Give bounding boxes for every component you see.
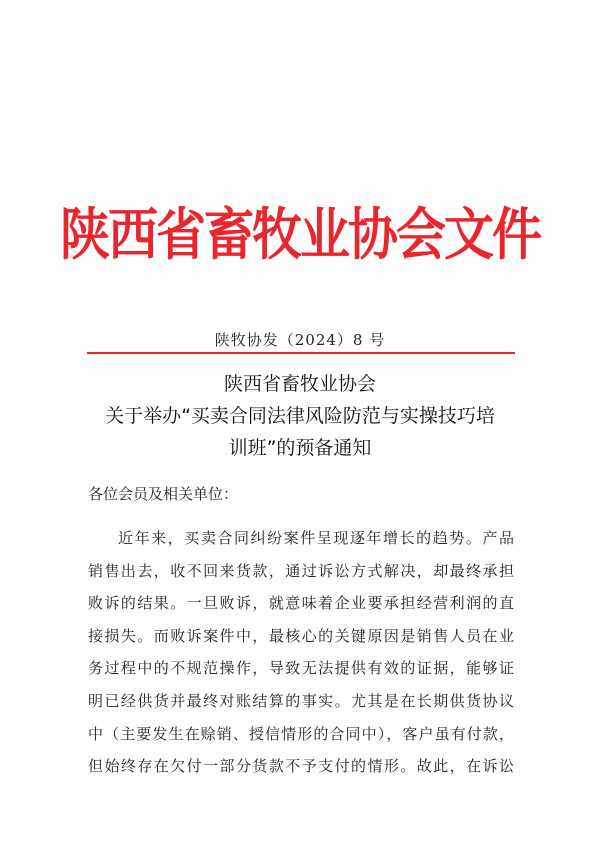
document-number: 陕牧协发（2024）8 号 [214, 331, 386, 349]
body-line: 销售出去，收不回来货款，通过诉讼方式解决，却最终承担 [88, 561, 514, 580]
body-line: 败诉的结果。一旦败诉，就意味着企业要承担经营利润的直 [88, 594, 514, 613]
body-line: 近年来，买卖合同纠纷案件呈现逐年增长的趋势。产品 [118, 529, 514, 547]
red-divider-line [87, 352, 515, 354]
notice-title [60, 368, 540, 464]
notice-title-line: 训班”的预备通知 [228, 437, 372, 459]
body-line: 接损失。而败诉案件中，最核心的关键原因是销售人员在业 [88, 626, 514, 645]
body-line: 中（主要发生在赊销、授信情形的合同中），客户虽有付款， [88, 724, 514, 743]
salutation: 各位会员及相关单位： [88, 485, 239, 503]
notice-title-line: 陕西省畜牧业协会 [223, 373, 376, 395]
notice-title-line: 关于举办“买卖合同法律风险防范与实操技巧培 [105, 405, 495, 427]
body-line: 明已经供货并最终对账结算的事实。尤其是在长期供货协议 [88, 691, 514, 710]
body-line: 务过程中的不规范操作，导致无法提供有效的证据，能够证 [88, 659, 514, 678]
body-paragraph [88, 522, 514, 783]
body-line: 但始终存在欠付一部分货款不予支付的情形。故此，在诉讼 [88, 757, 514, 776]
org-header-title: 陕西省畜牧业协会文件 [60, 202, 540, 268]
